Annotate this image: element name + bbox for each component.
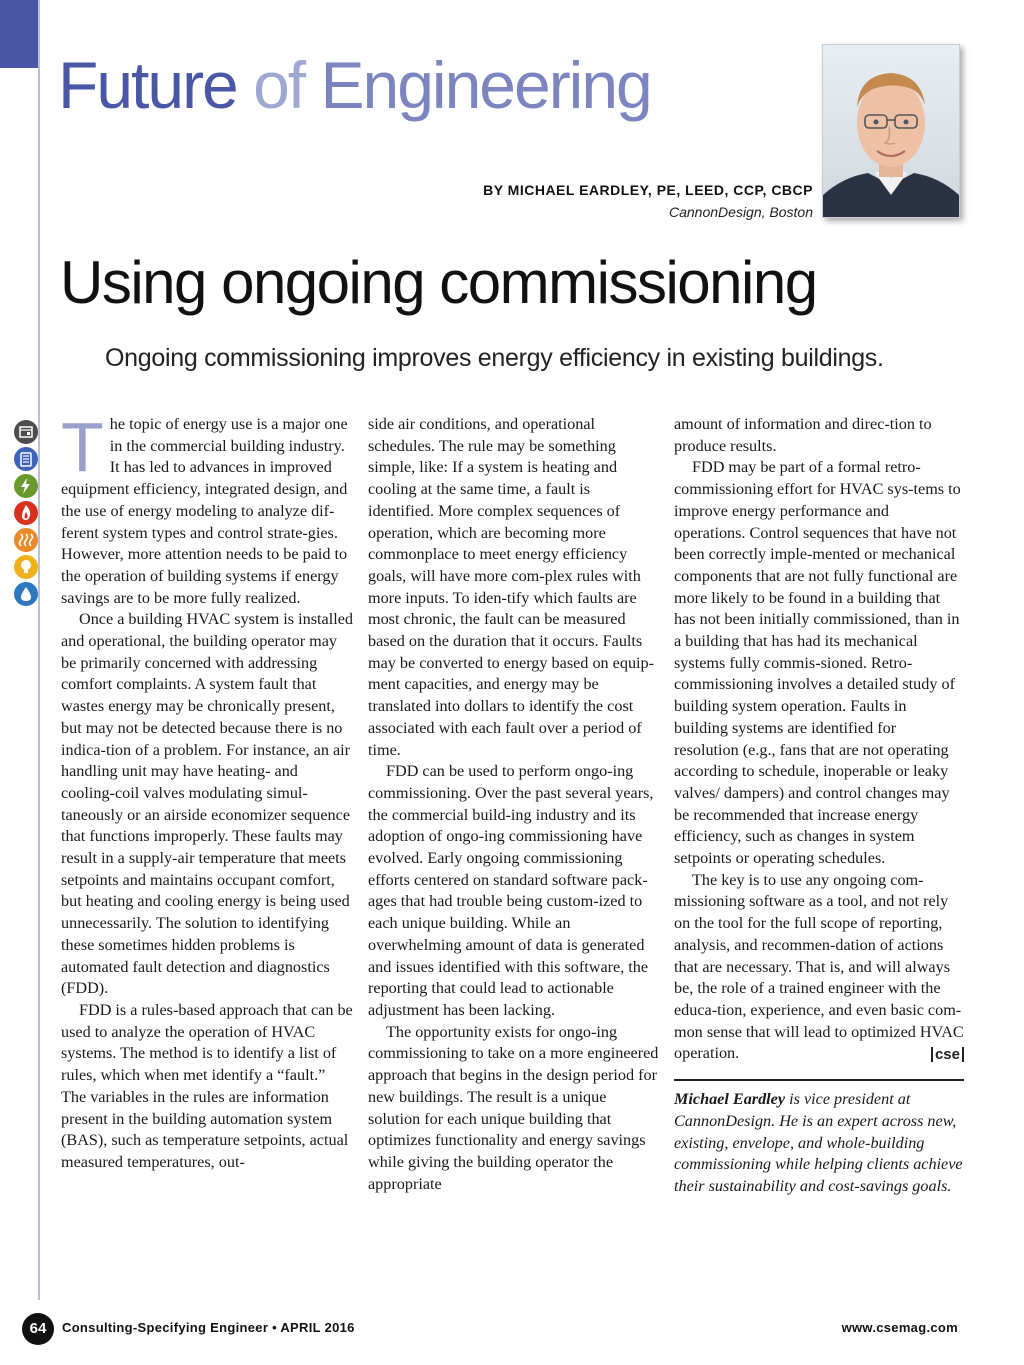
fire-icon bbox=[14, 501, 38, 525]
margin-rule bbox=[38, 0, 40, 1300]
byline: BY MICHAEL EARDLEY, PE, LEED, CCP, CBCP bbox=[483, 182, 813, 198]
footer-publication: Consulting-Specifying Engineer • APRIL 2016 bbox=[62, 1320, 355, 1335]
author-bio: Michael Eardley is vice president at CannonDesign. He is an expert across new, existing, envelope, and whole-building commissioning while helping clients achieve their sustainability and cost-savings goals. bbox=[674, 1090, 963, 1195]
section-title: Future of Engineering bbox=[58, 48, 651, 122]
deck-subtitle: Ongoing commissioning improves energy efficiency in existing buildings. bbox=[105, 344, 884, 372]
article-paragraph: FDD may be part of a formal retro-commissioning effort for HVAC sys-tems to improve energy performance and operations. Control sequences that have not been correctly imple-mented or mechanical components that are not fully functional are more likely to be found in a building that has not been initially commissioned, than in a building that has had its mechanical systems fully commis-sioned. Retro-commissioning involves a detailed study of building system operation. Faults in building systems are identified for resolution (e.g., fans that are not operating according to schedule, inoperable or leaky valves/ dampers) and control changes may be recommended that increase energy efficiency, such as changes in system setpoints or operating schedules. bbox=[674, 458, 961, 868]
article-paragraph: FDD is a rules-based approach that can be used to analyze the operation of HVAC systems. The method is to identify a list of rules, which when met identify a “fault.” The variables in the rules are information present in the building automation system (BAS), such as temperature setpoints, actual measured temperatures, out- bbox=[61, 1000, 353, 1171]
footer-url: www.csemag.com bbox=[841, 1320, 958, 1335]
article-column-2 bbox=[368, 414, 660, 1195]
electrical-icon bbox=[14, 474, 38, 498]
hvac-icon bbox=[14, 528, 38, 552]
article-paragraph: FDD can be used to perform ongo-ing commissioning. Over the past several years, the commercial build-ing industry and its adoption of ongo-ing commissioning have evolved. Early ongoing commissioning efforts centered on standard software pack-ages that had trouble being custom-ized to each unique building. While an overwhelming amount of data is generated and issues identified with this software, the reporting that could lead to actionable adjustment has been lacking. bbox=[368, 762, 654, 1019]
lighting-icon bbox=[14, 555, 38, 579]
article-paragraph: The key is to use any ongoing com-missioning software as a tool, and not rely on the tool for the full scope of reporting, analysis, and recommen-dation of actions that are necessary. That is, and will always be, the role of a trained engineer with the educa-tion, experience, and even basic com-mon sense that will lead to optimized HVAC operation. cse bbox=[674, 870, 964, 1064]
article-paragraph: side air conditions, and operational schedules. The rule may be something simple, like: If a system is heating and cooling at the same time, a fault is identified. More complex sequences of operation, which are becoming more commonplace to meet energy efficiency goals, will have more com-plex rules with more inputs. To iden-tify which faults are most chronic, the fault can be measured based on the duration that it occurs. Faults may be converted to energy based on equip-ment capacities, and energy may be translated into dollars to identify the cost associated with each fault over a period of time. bbox=[368, 415, 655, 759]
author-portrait-image bbox=[823, 45, 959, 217]
article-column-3 bbox=[674, 414, 964, 1198]
page-number: 64 bbox=[22, 1313, 54, 1345]
article-paragraph: amount of information and direc-tion to produce results. bbox=[674, 415, 932, 455]
plumbing-icon bbox=[14, 582, 38, 606]
controls-icon bbox=[14, 447, 38, 471]
building-automation-icon bbox=[14, 420, 38, 444]
article-paragraph: The opportunity exists for ongo-ing commissioning to take on a more engineered approach that begins in the design period for new buildings. The result is a unique solution for each unique building that optimizes functionality and energy savings while giving the building operator the appropriate bbox=[368, 1022, 659, 1193]
bio-divider bbox=[674, 1079, 964, 1081]
article-paragraph: The topic of energy use is a major one in the commercial building industry. It has led to advances in improved equipment efficiency, integrated design, and the use of energy modeling to analyze dif-ferent system types and control strate-gies. However, more attention needs to be paid to the operation of building systems if energy savings are to be more fully realized. bbox=[61, 408, 348, 607]
category-icon-stack bbox=[14, 420, 40, 609]
bio-author-name: Michael Eardley bbox=[674, 1090, 786, 1109]
author-affiliation: CannonDesign, Boston bbox=[669, 204, 813, 220]
article-column-1 bbox=[61, 408, 353, 1174]
author-photo bbox=[822, 44, 960, 218]
cse-end-mark: cse bbox=[931, 1047, 964, 1062]
headline: Using ongoing commissioning bbox=[60, 249, 817, 316]
corner-color-tab bbox=[0, 0, 38, 68]
article-paragraph: Once a building HVAC system is installed and operational, the building operator may be primarily concerned with addressing comfort complaints. A system fault that wastes energy may be chronically present, but may not be detected because there is no indica-tion of a problem. For instance, an air handling unit may have heating- and cooling-coil valves modulating simul-taneously or an airside economizer sequence that functions improperly. These faults may result in a supply-air temperature that meets setpoints and maintains occupant comfort, but heating and cooling energy is being used unnecessarily. The solution to identifying these sometimes hidden problems is automated fault detection and diagnostics (FDD). bbox=[61, 610, 353, 998]
drop-cap: T bbox=[61, 408, 104, 486]
